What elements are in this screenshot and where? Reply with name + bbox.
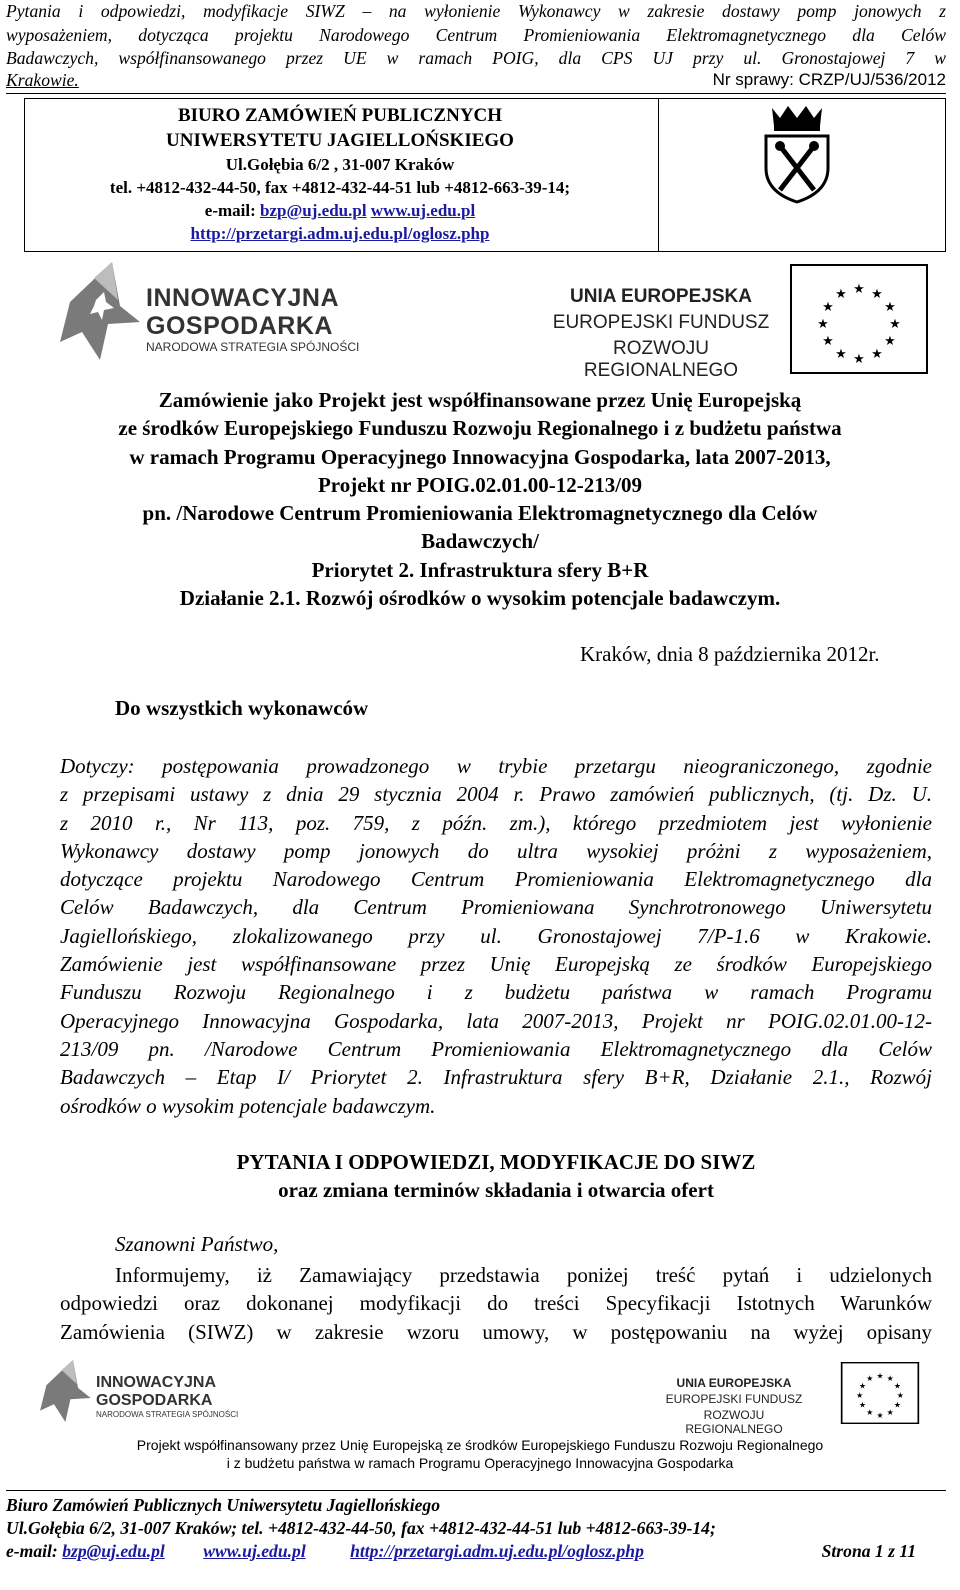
footer-cofin-line-1: Projekt współfinansowany przez Unię Europejską ze środków Europejskiego Funduszu Rozwoju Regionalnego	[136, 1437, 824, 1453]
intro-line: Informujemy, iż Zamawiający przedstawia poniżej treść pytań i udzielonych	[115, 1263, 932, 1287]
header-line-1: Pytania i odpowiedzi, modyfikacje SIWZ – na wyłonienie Wykonawcy w zakresie dostawy pomp jonowych z	[6, 1, 946, 21]
section-title-1: PYTANIA I ODPOWIEDZI, MODYFIKACJE DO SIWZ	[236, 1150, 756, 1174]
footer-email-link[interactable]: bzp@uj.edu.pl	[62, 1541, 165, 1561]
header-line-2: wyposażeniem, dotycząca projektu Narodowego Centrum Promieniowania Elektromagnetycznego dla Celów	[6, 24, 946, 45]
svg-text:★: ★	[889, 317, 901, 332]
project-line-2: ze środków Europejskiego Funduszu Rozwoju Regionalnego i z budżetu państwa	[118, 416, 842, 441]
ue-logo-line-3: ROZWOJU REGIONALNEGO	[583, 338, 739, 381]
greeting: Szanowni Państwo,	[115, 1232, 279, 1256]
regarding-line: dotyczące projektu Narodowego Centrum Promieniowania Elektromagnetycznego dla	[60, 867, 932, 892]
office-box-divider	[658, 98, 659, 252]
running-header	[6, 0, 946, 71]
office-phones: tel. +4812-432-44-50, fax +4812-432-44-51 lub +4812-663-39-14;	[109, 178, 571, 197]
project-line-8: Działanie 2.1. Rozwój ośrodków o wysokim potencjale badawczym.	[179, 586, 781, 611]
footer-ue-line-3: ROZWOJU REGIONALNEGO	[685, 1408, 783, 1436]
project-line-4: Projekt nr POIG.02.01.00-12-213/09	[317, 472, 643, 497]
footer-links-line	[6, 1540, 946, 1562]
section-title-2: oraz zmiana terminów składania i otwarcia ofert	[278, 1178, 714, 1203]
svg-text:★: ★	[853, 282, 865, 297]
svg-text:★: ★	[896, 1391, 904, 1401]
intro-line: Zamówienia (SIWZ) w zakresie wzoru umowy, w postępowaniu na wyżej opisany	[60, 1319, 932, 1344]
footer-ig-line-3: NARODOWA STRATEGIA SPÓJNOŚCI	[96, 1410, 239, 1419]
regarding-line: Badawczych – Etap I/ Priorytet 2. Infrastruktura sfery B+R, Działanie 2.1., Rozwój	[60, 1065, 932, 1090]
svg-text:★: ★	[876, 1410, 884, 1420]
unia-europejska-logo	[548, 264, 930, 381]
svg-text:★: ★	[817, 317, 829, 332]
regarding-line: Operacyjnego Innowacyjna Gospodarka, lata 2007-2013, Projekt nr POIG.02.01.00-12-	[60, 1008, 932, 1033]
office-email-line	[24, 199, 656, 222]
intro-paragraph	[60, 1261, 932, 1346]
project-line-5: pn. /Narodowe Centrum Promieniowania Elektromagnetycznego dla Celów	[142, 501, 818, 526]
intro-line: odpowiedzi oraz dokonanej modyfikacji do treści Specyfikacji Istotnych Warunków	[60, 1291, 932, 1316]
svg-text:★: ★	[835, 287, 847, 302]
regarding-line: Dotyczy: postępowania prowadzonego w trybie przetargu nieograniczonego, zgodnie	[60, 754, 932, 778]
office-name-1: BIURO ZAMÓWIEŃ PUBLICZNYCH	[177, 105, 503, 126]
footer-ig-logo	[40, 1360, 250, 1422]
project-line-6: Badawczych/	[421, 529, 539, 554]
svg-text:★: ★	[835, 347, 847, 362]
footer-eu-flag-icon	[838, 1362, 922, 1424]
office-address: Ul.Gołębia 6/2 , 31-007 Kraków	[225, 155, 455, 174]
recipient: Do wszystkich wykonawców	[115, 696, 369, 720]
svg-text:★: ★	[886, 1374, 894, 1384]
office-url-line	[24, 222, 656, 245]
svg-text:★: ★	[871, 287, 883, 302]
header-rule	[6, 93, 946, 94]
ue-logo-line-1: UNIA EUROPEJSKA	[570, 286, 752, 307]
svg-text:★: ★	[876, 1371, 884, 1381]
office-www-link[interactable]: www.uj.edu.pl	[370, 201, 476, 220]
svg-text:★: ★	[886, 1407, 894, 1417]
regarding-line: ośrodków o wysokim potencjale badawczym.	[60, 1093, 436, 1118]
project-line-7: Priorytet 2. Infrastruktura sfery B+R	[311, 557, 649, 582]
footer-ig-emblem-icon	[40, 1360, 92, 1422]
footer-cofin-line-2: i z budżetu państwa w ramach Programu Operacyjnego Innowacyjna Gospodarka	[226, 1455, 734, 1471]
footer-email-prefix: e-mail:	[6, 1541, 63, 1561]
uj-coat-of-arms-icon	[760, 104, 834, 204]
footer-ue-line-1: UNIA EUROPEJSKA	[676, 1376, 792, 1390]
svg-text:★: ★	[858, 1400, 867, 1410]
svg-text:★: ★	[884, 334, 896, 349]
header-line-4: Krakowie.	[6, 70, 79, 90]
svg-text:★: ★	[866, 1407, 874, 1417]
ig-logo-line-1: INNOWACYJNA	[146, 284, 340, 312]
svg-text:★: ★	[853, 352, 865, 367]
footer-contact: Ul.Gołębia 6/2, 31-007 Kraków; tel. +4812-432-44-50, fax +4812-432-44-51 lub +4812-663-39-14;	[6, 1518, 716, 1538]
office-info	[24, 103, 656, 245]
header-last-line	[6, 70, 946, 91]
section-heading	[60, 1148, 932, 1205]
eu-flag-icon	[790, 264, 928, 374]
svg-text:★: ★	[822, 334, 834, 349]
footer-ig-line-1: INNOWACYJNA	[96, 1374, 217, 1391]
regarding-line: z 2010 r., Nr 113, poz. 759, z późn. zm.), którego przedmiotem jest wyłonienie	[60, 810, 932, 835]
svg-text:★: ★	[866, 1374, 874, 1384]
innowacyjna-gospodarka-logo	[60, 262, 390, 360]
ue-logo-line-2: EUROPEJSKI FUNDUSZ	[552, 312, 770, 333]
footer-rule	[6, 1490, 946, 1491]
case-number: Nr sprawy: CRZP/UJ/536/2012	[712, 70, 946, 89]
regarding-line: Funduszu Rozwoju Regionalnego i z budżetu państwa w ramach Programu	[60, 980, 932, 1005]
footer-cofinancing	[30, 1436, 930, 1472]
regarding-line: Jagiellońskiego, zlokalizowanego przy ul. Gronostajowej 7/P-1.6 w Krakowie.	[60, 923, 932, 948]
footer-ue-line-2: EUROPEJSKI FUNDUSZ	[665, 1392, 803, 1406]
svg-text:★: ★	[893, 1381, 902, 1391]
regarding-line: 213/09 pn. /Narodowe Centrum Promieniowania Elektromagnetycznego dla Celów	[60, 1036, 932, 1061]
project-line-3: w ramach Programu Operacyjnego Innowacyjna Gospodarka, lata 2007-2013,	[129, 444, 831, 469]
footer-ig-line-2: GOSPODARKA	[96, 1392, 213, 1409]
regarding-line: Zamówienie jest współfinansowane przez Unię Europejską ze środków Europejskiego	[60, 952, 932, 977]
footer-www-link[interactable]: www.uj.edu.pl	[203, 1541, 306, 1561]
regarding-line: z przepisami ustawy z dnia 29 stycznia 2004 r. Prawo zamówień publicznych, (tj. Dz. U.	[60, 782, 932, 807]
project-statement	[30, 386, 930, 612]
regarding-paragraph	[60, 752, 932, 1120]
header-line-3: Badawczych, współfinansowanego przez UE w ramach POIG, dla CPS UJ przy ul. Gronostajowej 7 w	[6, 48, 946, 68]
svg-text:★: ★	[893, 1400, 902, 1410]
footer-url-link[interactable]: http://przetargi.adm.uj.edu.pl/oglosz.php	[350, 1541, 644, 1561]
svg-text:★: ★	[822, 300, 834, 315]
regarding-line: Celów Badawczych, dla Centrum Promieniowana Synchrotronowego Uniwersytetu	[60, 895, 932, 920]
ig-logo-line-3: NARODOWA STRATEGIA SPÓJNOŚCI	[146, 340, 360, 354]
ig-logo-line-2: GOSPODARKA	[146, 312, 333, 340]
regarding-line: Wykonawcy dostawy pomp jonowych do ultra wysokiej próżni z wyposażeniem,	[60, 838, 932, 863]
email-prefix: e-mail:	[204, 201, 261, 220]
office-name-2: UNIWERSYTETU JAGIELLOŃSKIEGO	[166, 130, 514, 151]
svg-text:★: ★	[858, 1381, 867, 1391]
svg-text:★: ★	[856, 1391, 864, 1401]
footer-ue-logo	[654, 1362, 924, 1436]
document-date: Kraków, dnia 8 października 2012r.	[580, 642, 880, 666]
svg-text:★: ★	[871, 347, 883, 362]
svg-text:★: ★	[884, 300, 896, 315]
project-line-1: Zamówienie jako Projekt jest współfinansowane przez Unię Europejską	[158, 388, 802, 412]
office-url-link[interactable]: http://przetargi.adm.uj.edu.pl/oglosz.php	[190, 224, 490, 243]
page-number: Strona 1 z 11	[821, 1541, 916, 1561]
footer-office-name: Biuro Zamówień Publicznych Uniwersytetu Jagiellońskiego	[6, 1495, 441, 1515]
office-email-link[interactable]: bzp@uj.edu.pl	[260, 201, 367, 220]
ig-emblem-icon	[60, 262, 142, 360]
